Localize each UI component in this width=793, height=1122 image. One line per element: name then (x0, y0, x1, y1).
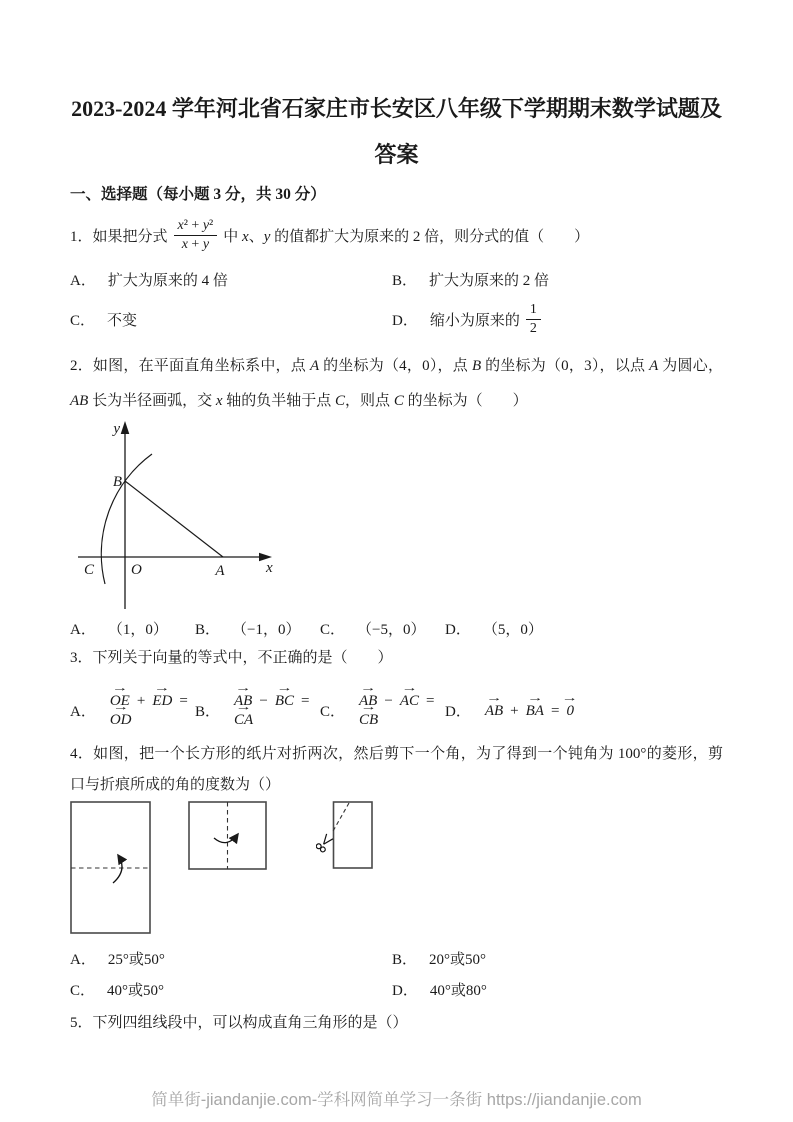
arc-through-b-c (101, 454, 152, 584)
origin-label: O (131, 562, 142, 579)
question-3-options-row (70, 679, 723, 729)
question-1-options-row-2 (70, 302, 723, 337)
fraction-numerator: 1 (526, 302, 541, 320)
option-label: B． (392, 273, 418, 290)
question-2-option-a (70, 618, 195, 639)
vector-equation: → AB − → AC =→ CB (357, 691, 445, 729)
option-text: 缩小为原来的 (429, 313, 520, 330)
fold-step-1-figure (70, 801, 151, 934)
option-label: B． (195, 703, 221, 720)
question-1-options-row-1 (70, 269, 723, 290)
question-4-option-c (70, 979, 392, 1000)
scissors-icon (316, 834, 334, 854)
option-label: B． (392, 952, 418, 969)
vector-equation: → AB + → BA = → 0 (483, 701, 576, 720)
option-label: B． (195, 622, 221, 639)
fraction-denominator: 2 (529, 321, 537, 337)
question-3-option-d (445, 691, 723, 729)
question-2-text: 2．如图，在平面直角坐标系中，点 A 的坐标为（4，0），点 B 的坐标为（0，3），以点 A 为圆心，AB 长为半径画弧，交 x 轴的负半轴于点 C，则点 C 的坐标为（ ） (70, 358, 723, 410)
x-axis-label: x (266, 560, 273, 577)
question-1-option-d (392, 302, 723, 337)
question-3-option-a (70, 691, 195, 729)
option-label: C． (320, 622, 346, 639)
option-label: A． (70, 952, 96, 969)
vector-equation: → AB − → BC =→ CA (232, 691, 320, 729)
point-a-label: A (215, 563, 225, 580)
option-label: A． (70, 622, 96, 639)
option-text: （−1，0） (232, 622, 301, 639)
y-axis-arrow-icon (121, 421, 130, 434)
option-label: D． (445, 703, 471, 720)
fraction-denominator: x + y (181, 237, 210, 253)
option-text: 扩大为原来的 4 倍 (107, 273, 228, 290)
coordinate-plane-svg (70, 419, 342, 611)
option-text: 25°或50° (107, 952, 165, 969)
page-title-line1: 2023-2024 学年河北省石家庄市长安区八年级下学期期末数学试题及 (71, 96, 722, 121)
cut-line (333, 803, 350, 832)
question-1-option-c (70, 302, 392, 337)
folding-figures (70, 801, 723, 934)
option-label: C． (320, 703, 346, 720)
option-label: C． (70, 313, 96, 330)
option-text: （5，0） (482, 622, 543, 639)
vector-equation: → OE + → ED =→ OD (108, 691, 195, 729)
coordinate-figure (70, 419, 723, 616)
question-2-option-d (445, 618, 723, 639)
y-axis-label: y (113, 421, 120, 438)
question-4-option-b (392, 948, 723, 969)
option-label: D． (392, 983, 418, 1000)
question-1-fraction (174, 218, 218, 253)
option-text: 40°或80° (429, 983, 487, 1000)
question-2-options-row (70, 618, 723, 639)
question-4-text: 4．如图，把一个长方形的纸片对折两次，然后剪下一个角，为了得到一个钝角为 100°的菱形，剪口与折痕所成的角的度数为（） (70, 746, 723, 794)
option-label: D． (392, 313, 418, 330)
fold-step-2-figure (188, 801, 267, 870)
option-label: D． (445, 622, 471, 639)
option-label: C． (70, 983, 96, 1000)
option-text: 扩大为原来的 2 倍 (429, 273, 550, 290)
option-text: （−5，0） (357, 622, 426, 639)
footer-watermark: 简单街-jiandanjie.com-学科网简单学习一条街 https://jiandanjie.com (151, 1091, 642, 1110)
question-2-option-b (195, 618, 320, 639)
fold-arrow-icon (214, 834, 238, 843)
page-title-line2: 答案 (374, 142, 419, 167)
question-1-option-b (392, 269, 723, 290)
question-1-text (70, 218, 723, 253)
option-text: 不变 (107, 313, 138, 330)
point-c-label: C (83, 562, 95, 579)
paper-rectangle (334, 802, 373, 868)
page-title (70, 86, 723, 178)
question-3-text: 3．下列关于向量的等式中，不正确的是（ ） (70, 650, 393, 667)
question-3-option-c (320, 691, 445, 729)
section-heading: 一、选择题（每小题 3 分，共 30 分） (70, 186, 326, 203)
option-text: 20°或50° (429, 952, 487, 969)
point-b-label: B (112, 474, 122, 491)
question-4-options-row-2 (70, 979, 723, 1000)
question-1-option-a (70, 269, 392, 290)
fraction-numerator: x² + y² (174, 218, 218, 236)
option-label: A． (70, 273, 96, 290)
option-d-fraction (526, 302, 541, 337)
question-1-suffix: 中 x、y 的值都扩大为原来的 2 倍，则分式的值（ ） (223, 229, 590, 246)
option-text: 40°或50° (107, 983, 165, 1000)
question-1-prefix: 1．如果把分式 (70, 229, 168, 246)
question-4-options-row-1 (70, 948, 723, 969)
question-4-option-a (70, 948, 392, 969)
option-label: A． (70, 703, 96, 720)
fold-arrow-icon (113, 855, 122, 883)
segment-ba (125, 481, 223, 557)
question-4-option-d (392, 979, 723, 1000)
question-5-text: 5．下列四组线段中，可以构成直角三角形的是（） (70, 1015, 408, 1032)
question-2-option-c (320, 618, 445, 639)
option-text: （1，0） (107, 622, 168, 639)
question-3-option-b (195, 691, 320, 729)
fold-step-3-figure (316, 801, 373, 869)
